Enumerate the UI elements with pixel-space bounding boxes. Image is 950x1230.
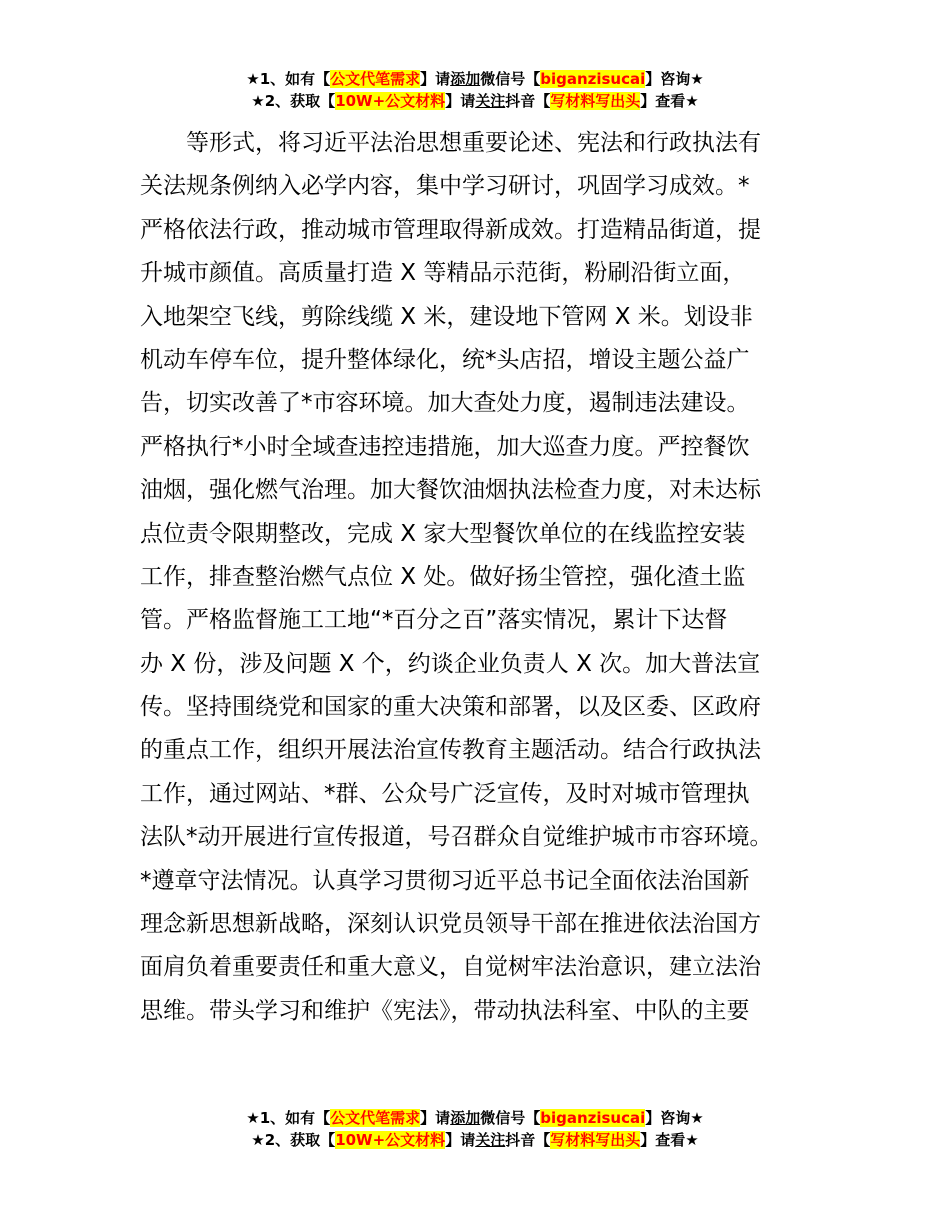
body-line: 告，切实改善了*市容环境。加大查处力度，遏制违法建设。 xyxy=(140,390,750,417)
banner-text: 】查看★ xyxy=(640,1131,699,1149)
body-line: 思维。带头学习和维护《宪法》，带动执法科室、中队的主要 xyxy=(140,997,750,1024)
highlight-wechat-id: biganzisucai xyxy=(540,70,646,88)
underlined-word: 关注 xyxy=(475,92,506,110)
banner-line-1 xyxy=(0,1107,950,1129)
banner-text: 】请 xyxy=(445,1131,476,1149)
banner-text: 抖音【 xyxy=(505,1131,551,1149)
underlined-word: 添加 xyxy=(450,1109,481,1127)
body-line: 办 X 份，涉及问题 X 个，约谈企业负责人 X 次。加大普法宣 xyxy=(140,650,761,677)
body-line: 工作，排查整治燃气点位 X 处。做好扬尘管控，强化渣土监 xyxy=(140,563,746,590)
banner-text: ★2、获取【 xyxy=(251,92,336,110)
body-line: 机动车停车位，提升整体绿化，统*头店招，增设主题公益广 xyxy=(140,346,750,373)
banner-text: 微信号【 xyxy=(480,70,541,88)
body-line: 面肩负着重要责任和重大意义，自觉树牢法治意识，建立法治 xyxy=(140,954,761,981)
banner-text: ★1、如有【 xyxy=(246,1109,331,1127)
banner-line-2 xyxy=(0,90,950,112)
highlight-materials: 10W+公文材料 xyxy=(335,1131,446,1149)
banner-line-2 xyxy=(0,1129,950,1151)
underlined-word: 关注 xyxy=(475,1131,506,1149)
header-banner xyxy=(0,68,950,112)
banner-text: 】请 xyxy=(445,92,476,110)
banner-text: 抖音【 xyxy=(505,92,551,110)
banner-text: 】咨询★ xyxy=(645,70,704,88)
document-body xyxy=(140,122,820,1033)
body-line: 严格依法行政，推动城市管理取得新成效。打造精品街道，提 xyxy=(140,216,761,243)
highlight-service: 公文代笔需求 xyxy=(330,70,421,88)
body-line: 的重点工作，组织开展法治宣传教育主题活动。结合行政执法 xyxy=(140,737,761,764)
body-line: 管。严格监督施工工地“*百分之百”落实情况，累计下达督 xyxy=(140,607,728,634)
banner-line-1 xyxy=(0,68,950,90)
body-line: 关法规条例纳入必学内容，集中学习研讨，巩固学习成效。* xyxy=(140,173,750,200)
banner-text: ★1、如有【 xyxy=(246,70,331,88)
body-line: 点位责令限期整改，完成 X 家大型餐饮单位的在线监控安装 xyxy=(140,520,746,547)
body-line: 升城市颜值。高质量打造 X 等精品示范街，粉刷沿街立面， xyxy=(140,260,746,287)
underlined-word: 添加 xyxy=(450,70,481,88)
highlight-service: 公文代笔需求 xyxy=(330,1109,421,1127)
banner-text: 】查看★ xyxy=(640,92,699,110)
banner-text: 】咨询★ xyxy=(645,1109,704,1127)
body-line: *遵章守法情况。认真学习贯彻习近平总书记全面依法治国新 xyxy=(140,867,750,894)
body-line: 工作，通过网站、*群、公众号广泛宣传，及时对城市管理执 xyxy=(140,780,750,807)
banner-text: 微信号【 xyxy=(480,1109,541,1127)
body-line: 法队*动开展进行宣传报道，号召群众自觉维护城市市容环境。 xyxy=(140,824,773,851)
banner-text: ★2、获取【 xyxy=(251,1131,336,1149)
body-line: 油烟，强化燃气治理。加大餐饮油烟执法检查力度，对未达标 xyxy=(140,477,761,504)
banner-text: 】请 xyxy=(420,70,451,88)
highlight-materials: 10W+公文材料 xyxy=(335,92,446,110)
body-line: 严格执行*小时全域查违控违措施，加大巡查力度。严控餐饮 xyxy=(140,433,750,460)
body-line: 等形式，将习近平法治思想重要论述、宪法和行政执法有 xyxy=(140,130,761,156)
body-line: 入地架空飞线，剪除线缆 X 米，建设地下管网 X 米。划设非 xyxy=(140,303,753,330)
banner-text: 】请 xyxy=(420,1109,451,1127)
footer-banner xyxy=(0,1107,950,1151)
highlight-douyin-account: 写材料写出头 xyxy=(550,1131,641,1149)
body-line: 理念新思想新战略，深刻认识党员领导干部在推进依法治国方 xyxy=(140,911,761,938)
body-line: 传。坚持围绕党和国家的重大决策和部署，以及区委、区政府 xyxy=(140,694,761,721)
highlight-douyin-account: 写材料写出头 xyxy=(550,92,641,110)
highlight-wechat-id: biganzisucai xyxy=(540,1109,646,1127)
